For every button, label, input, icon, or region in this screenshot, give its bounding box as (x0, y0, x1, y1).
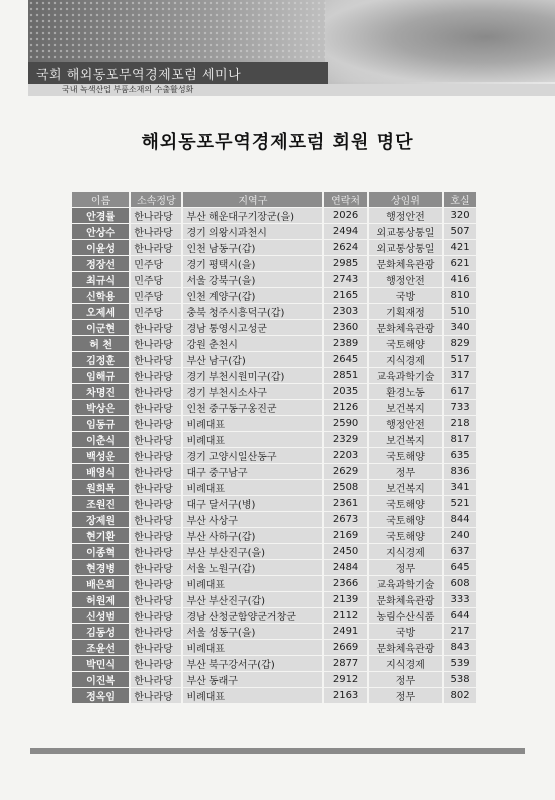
table-row (72, 528, 476, 543)
member-committee: 농림수산식품 (369, 608, 444, 623)
header-banner (28, 0, 555, 96)
member-room: 517 (444, 352, 476, 367)
member-name: 차명진 (72, 384, 131, 399)
member-name: 이춘식 (72, 432, 131, 447)
member-district: 부산 해운대구기장군(을) (183, 208, 324, 223)
world-map-dots (28, 0, 328, 60)
member-party: 한나라당 (131, 560, 183, 575)
member-room: 644 (444, 608, 476, 623)
member-phone: 2361 (324, 496, 369, 511)
member-district: 비례대표 (183, 432, 324, 447)
member-room: 341 (444, 480, 476, 495)
table-row (72, 448, 476, 463)
member-committee: 지식경제 (369, 656, 444, 671)
member-district: 부산 부산진구(을) (183, 544, 324, 559)
member-party: 한나라당 (131, 480, 183, 495)
member-committee: 정무 (369, 464, 444, 479)
member-name: 현기환 (72, 528, 131, 543)
member-phone: 2912 (324, 672, 369, 687)
table-header-row (72, 192, 476, 207)
member-room: 340 (444, 320, 476, 335)
member-name: 신학용 (72, 288, 131, 303)
member-committee: 문화체육관광 (369, 640, 444, 655)
table-row (72, 512, 476, 527)
column-header-phone: 연락처 (324, 192, 369, 207)
column-header-committee: 상임위 (369, 192, 444, 207)
member-district: 비례대표 (183, 416, 324, 431)
member-room: 608 (444, 576, 476, 591)
member-district: 경남 산청군함양군거창군 (183, 608, 324, 623)
member-district: 서울 강북구(을) (183, 272, 324, 287)
banner-title: 국회 해외동포무역경제포럼 세미나 (36, 68, 242, 83)
member-room: 836 (444, 464, 476, 479)
member-phone: 2112 (324, 608, 369, 623)
handshake-image (325, 0, 555, 82)
member-name: 이진복 (72, 672, 131, 687)
member-name: 장제원 (72, 512, 131, 527)
member-committee: 행정안전 (369, 416, 444, 431)
member-committee: 문화체육관광 (369, 320, 444, 335)
table-row (72, 272, 476, 287)
member-name: 박민식 (72, 656, 131, 671)
member-phone: 2494 (324, 224, 369, 239)
member-committee: 보건복지 (369, 400, 444, 415)
table-row (72, 384, 476, 399)
member-name: 조윤선 (72, 640, 131, 655)
member-phone: 2303 (324, 304, 369, 319)
member-room: 538 (444, 672, 476, 687)
member-committee: 기획재정 (369, 304, 444, 319)
table-row (72, 400, 476, 415)
member-party: 민주당 (131, 304, 183, 319)
member-room: 421 (444, 240, 476, 255)
member-party: 한나라당 (131, 688, 183, 703)
member-party: 한나라당 (131, 336, 183, 351)
member-district: 부산 사상구 (183, 512, 324, 527)
member-room: 333 (444, 592, 476, 607)
table-row (72, 288, 476, 303)
member-phone: 2743 (324, 272, 369, 287)
member-district: 경기 고양시일산동구 (183, 448, 324, 463)
member-committee: 국토해양 (369, 448, 444, 463)
member-name: 안상수 (72, 224, 131, 239)
member-party: 한나라당 (131, 656, 183, 671)
member-party: 한나라당 (131, 528, 183, 543)
member-name: 현경병 (72, 560, 131, 575)
member-party: 한나라당 (131, 592, 183, 607)
table-row (72, 256, 476, 271)
member-name: 이군현 (72, 320, 131, 335)
member-district: 비례대표 (183, 640, 324, 655)
member-name: 허 천 (72, 336, 131, 351)
member-phone: 2877 (324, 656, 369, 671)
member-committee: 보건복지 (369, 432, 444, 447)
member-phone: 2366 (324, 576, 369, 591)
table-row (72, 496, 476, 511)
member-committee: 행정안전 (369, 208, 444, 223)
member-district: 부산 남구(갑) (183, 352, 324, 367)
column-header-party: 소속정당 (131, 192, 183, 207)
member-name: 이윤성 (72, 240, 131, 255)
member-party: 한나라당 (131, 544, 183, 559)
member-room: 829 (444, 336, 476, 351)
member-name: 정옥임 (72, 688, 131, 703)
member-name: 김정훈 (72, 352, 131, 367)
member-room: 240 (444, 528, 476, 543)
member-room: 733 (444, 400, 476, 415)
member-party: 민주당 (131, 288, 183, 303)
member-room: 320 (444, 208, 476, 223)
member-party: 한나라당 (131, 400, 183, 415)
member-phone: 2484 (324, 560, 369, 575)
member-committee: 정무 (369, 560, 444, 575)
member-room: 802 (444, 688, 476, 703)
member-district: 부산 동래구 (183, 672, 324, 687)
member-committee: 국토해양 (369, 336, 444, 351)
member-name: 임해규 (72, 368, 131, 383)
member-district: 부산 부산진구(갑) (183, 592, 324, 607)
member-name: 허원제 (72, 592, 131, 607)
member-phone: 2985 (324, 256, 369, 271)
member-name: 신성범 (72, 608, 131, 623)
table-row (72, 576, 476, 591)
table-row (72, 464, 476, 479)
member-party: 한나라당 (131, 384, 183, 399)
member-phone: 2491 (324, 624, 369, 639)
member-room: 635 (444, 448, 476, 463)
member-room: 817 (444, 432, 476, 447)
member-phone: 2389 (324, 336, 369, 351)
table-row (72, 624, 476, 639)
member-district: 부산 사하구(갑) (183, 528, 324, 543)
member-room: 843 (444, 640, 476, 655)
member-committee: 국방 (369, 624, 444, 639)
member-phone: 2026 (324, 208, 369, 223)
member-name: 박상은 (72, 400, 131, 415)
member-committee: 지식경제 (369, 544, 444, 559)
member-party: 한나라당 (131, 240, 183, 255)
member-party: 한나라당 (131, 320, 183, 335)
member-district: 경기 부천시원미구(갑) (183, 368, 324, 383)
member-phone: 2139 (324, 592, 369, 607)
column-header-name: 이름 (72, 192, 131, 207)
table-row (72, 368, 476, 383)
table-row (72, 416, 476, 431)
member-party: 한나라당 (131, 448, 183, 463)
member-phone: 2126 (324, 400, 369, 415)
member-name: 배은희 (72, 576, 131, 591)
member-name: 오제세 (72, 304, 131, 319)
member-party: 한나라당 (131, 416, 183, 431)
member-district: 경기 부천시소사구 (183, 384, 324, 399)
member-name: 이종혁 (72, 544, 131, 559)
member-party: 한나라당 (131, 624, 183, 639)
table-row (72, 656, 476, 671)
page-title: 해외동포무역경제포럼 회원 명단 (141, 132, 414, 153)
member-name: 배영식 (72, 464, 131, 479)
member-phone: 2669 (324, 640, 369, 655)
member-party: 한나라당 (131, 464, 183, 479)
member-district: 대구 달서구(병) (183, 496, 324, 511)
member-committee: 문화체육관광 (369, 256, 444, 271)
member-district: 인천 중구동구옹진군 (183, 400, 324, 415)
member-phone: 2851 (324, 368, 369, 383)
member-party: 한나라당 (131, 608, 183, 623)
member-district: 비례대표 (183, 480, 324, 495)
member-party: 민주당 (131, 256, 183, 271)
member-district: 서울 노원구(갑) (183, 560, 324, 575)
member-party: 한나라당 (131, 208, 183, 223)
member-party: 한나라당 (131, 640, 183, 655)
member-phone: 2645 (324, 352, 369, 367)
member-district: 강원 춘천시 (183, 336, 324, 351)
member-district: 경남 통영시고성군 (183, 320, 324, 335)
member-district: 비례대표 (183, 576, 324, 591)
member-district: 인천 계양구(갑) (183, 288, 324, 303)
table-row (72, 352, 476, 367)
member-room: 645 (444, 560, 476, 575)
table-row (72, 592, 476, 607)
member-name: 김동성 (72, 624, 131, 639)
member-room: 621 (444, 256, 476, 271)
table-row (72, 480, 476, 495)
member-committee: 국토해양 (369, 512, 444, 527)
member-phone: 2163 (324, 688, 369, 703)
member-committee: 정무 (369, 672, 444, 687)
table-row (72, 672, 476, 687)
member-committee: 국토해양 (369, 528, 444, 543)
table-row (72, 304, 476, 319)
table-row (72, 208, 476, 223)
member-room: 810 (444, 288, 476, 303)
table-row (72, 336, 476, 351)
banner-subtitle: 국내 녹색산업 부품소재의 수출활성화 (62, 85, 194, 94)
column-header-room: 호실 (444, 192, 476, 207)
member-party: 한나라당 (131, 352, 183, 367)
member-phone: 2508 (324, 480, 369, 495)
member-rows (72, 208, 476, 703)
column-header-district: 지역구 (183, 192, 324, 207)
member-district: 인천 남동구(갑) (183, 240, 324, 255)
member-party: 민주당 (131, 272, 183, 287)
member-district: 서울 성동구(을) (183, 624, 324, 639)
footer-divider (30, 748, 525, 754)
member-party: 한나라당 (131, 512, 183, 527)
member-name: 임동규 (72, 416, 131, 431)
member-name: 백성운 (72, 448, 131, 463)
member-party: 한나라당 (131, 672, 183, 687)
member-committee: 외교통상통일 (369, 224, 444, 239)
table-row (72, 688, 476, 703)
table-row (72, 320, 476, 335)
member-party: 한나라당 (131, 368, 183, 383)
member-phone: 2203 (324, 448, 369, 463)
member-name: 최규식 (72, 272, 131, 287)
member-table (72, 191, 476, 704)
member-room: 510 (444, 304, 476, 319)
member-phone: 2360 (324, 320, 369, 335)
member-room: 416 (444, 272, 476, 287)
member-committee: 교육과학기술 (369, 576, 444, 591)
table-row (72, 240, 476, 255)
member-name: 조원진 (72, 496, 131, 511)
member-district: 경기 의왕시과천시 (183, 224, 324, 239)
member-district: 대구 중구남구 (183, 464, 324, 479)
member-committee: 행정안전 (369, 272, 444, 287)
member-name: 안경률 (72, 208, 131, 223)
member-name: 원희목 (72, 480, 131, 495)
member-room: 317 (444, 368, 476, 383)
member-phone: 2165 (324, 288, 369, 303)
member-party: 한나라당 (131, 496, 183, 511)
member-room: 217 (444, 624, 476, 639)
member-phone: 2450 (324, 544, 369, 559)
member-phone: 2590 (324, 416, 369, 431)
member-district: 부산 북구강서구(갑) (183, 656, 324, 671)
member-phone: 2629 (324, 464, 369, 479)
member-committee: 외교통상통일 (369, 240, 444, 255)
member-phone: 2673 (324, 512, 369, 527)
member-room: 617 (444, 384, 476, 399)
member-room: 218 (444, 416, 476, 431)
member-name: 정장선 (72, 256, 131, 271)
member-phone: 2329 (324, 432, 369, 447)
member-committee: 보건복지 (369, 480, 444, 495)
table-row (72, 560, 476, 575)
member-district: 비례대표 (183, 688, 324, 703)
member-room: 539 (444, 656, 476, 671)
table-row (72, 544, 476, 559)
table-row (72, 608, 476, 623)
table-row (72, 432, 476, 447)
member-room: 637 (444, 544, 476, 559)
member-committee: 지식경제 (369, 352, 444, 367)
table-row (72, 640, 476, 655)
member-room: 507 (444, 224, 476, 239)
member-room: 521 (444, 496, 476, 511)
table-row (72, 224, 476, 239)
member-phone: 2624 (324, 240, 369, 255)
member-district: 경기 평택시(을) (183, 256, 324, 271)
member-committee: 국토해양 (369, 496, 444, 511)
member-party: 한나라당 (131, 576, 183, 591)
member-committee: 문화체육관광 (369, 592, 444, 607)
member-party: 한나라당 (131, 224, 183, 239)
member-phone: 2035 (324, 384, 369, 399)
member-committee: 국방 (369, 288, 444, 303)
member-committee: 환경노동 (369, 384, 444, 399)
member-district: 충북 청주시흥덕구(갑) (183, 304, 324, 319)
member-committee: 정무 (369, 688, 444, 703)
member-room: 844 (444, 512, 476, 527)
member-committee: 교육과학기술 (369, 368, 444, 383)
member-party: 한나라당 (131, 432, 183, 447)
member-phone: 2169 (324, 528, 369, 543)
